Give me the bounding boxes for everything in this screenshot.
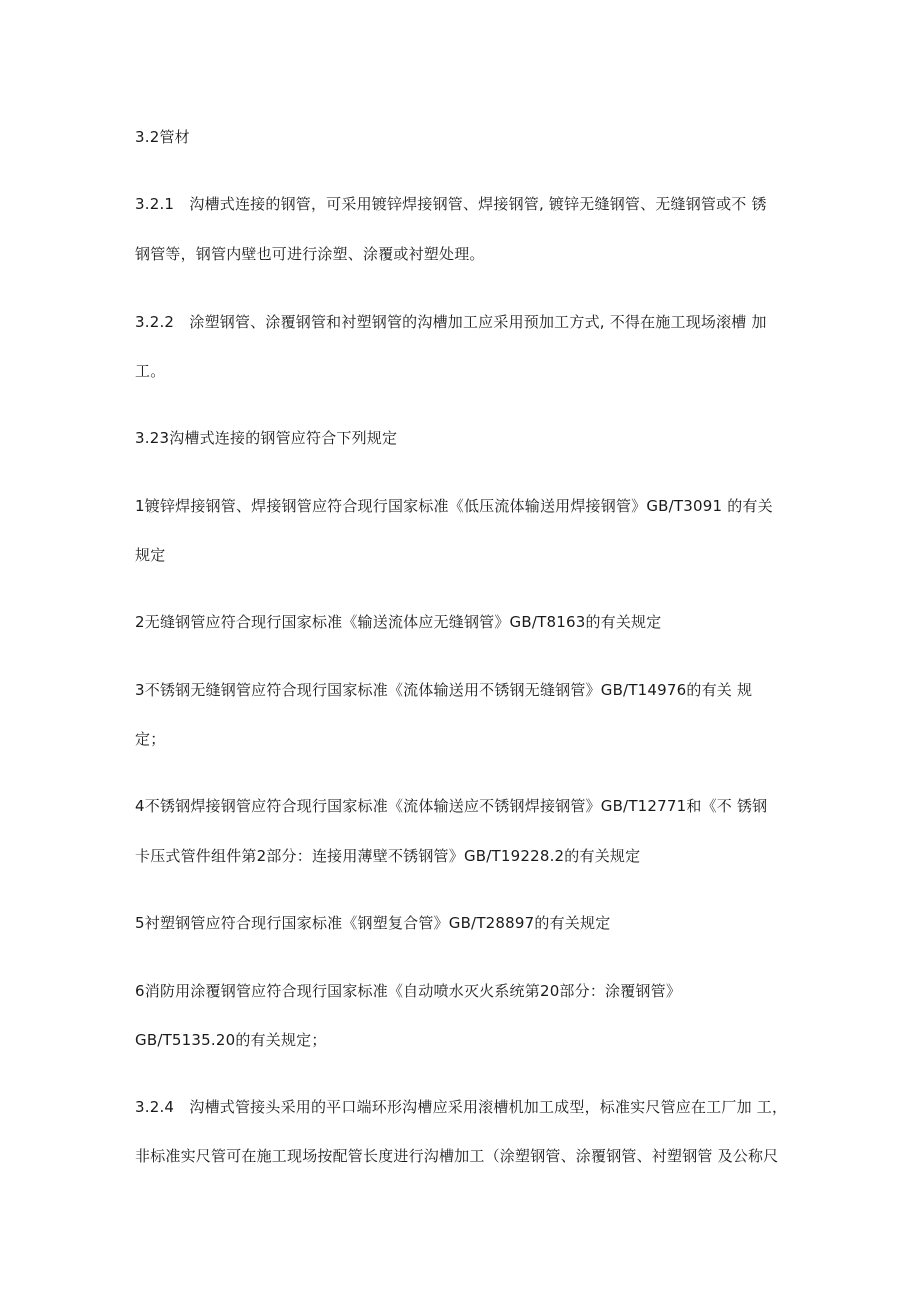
list-item-line: 6消防用涂覆钢管应符合现行国家标准《自动喷水灭火系统第20部分：涂覆钢管》 xyxy=(135,982,682,1000)
list-item-line: 2无缝钢管应符合现行国家标准《输送流体应无缝钢管》GB/T8163的有关规定 xyxy=(135,613,662,631)
list-item-line: 定； xyxy=(135,730,166,748)
list-item-line: 3不锈钢无缝钢管应符合现行国家标准《流体输送用不锈钢无缝钢管》GB/T14976的有关 规 xyxy=(135,681,753,699)
list-item-line: 卡压式管件组件第2部分：连接用薄壁不锈钢管》GB/T19228.2的有关规定 xyxy=(135,847,641,865)
list-item-line: GB/T5135.20的有关规定； xyxy=(135,1031,327,1049)
section-heading: 3.2管材 xyxy=(135,128,190,146)
paragraph-line: 钢管等，钢管内壁也可进行涂塑、涂覆或衬塑处理。 xyxy=(135,245,485,263)
list-item-line: 规定 xyxy=(135,546,166,564)
paragraph-line: 3.2.1 沟槽式连接的钢管，可采用镀锌焊接钢管、焊接钢管, 镀锌无缝钢管、无缝钢管或不 锈 xyxy=(135,195,767,213)
list-item-line: 1镀锌焊接钢管、焊接钢管应符合现行国家标准《低压流体输送用焊接钢管》GB/T3091 的有关 xyxy=(135,497,773,515)
paragraph-line: 3.2.2 涂塑钢管、涂覆钢管和衬塑钢管的沟槽加工应采用预加工方式, 不得在施工现场滚槽 加 xyxy=(135,313,767,331)
paragraph-line: 3.2.4 沟槽式管接头采用的平口端环形沟槽应采用滚槽机加工成型，标准实尺管应在工厂加 工， xyxy=(135,1098,788,1116)
paragraph-line: 3.23沟槽式连接的钢管应符合下列规定 xyxy=(135,429,398,447)
paragraph-line: 非标准实尺管可在施工现场按配管长度进行沟槽加工（涂塑钢管、涂覆钢管、衬塑钢管 及公称尺 xyxy=(135,1147,779,1165)
paragraph-line: 工。 xyxy=(135,362,166,380)
list-item-line: 5衬塑钢管应符合现行国家标准《钢塑复合管》GB/T28897的有关规定 xyxy=(135,914,611,932)
list-item-line: 4不锈钢焊接钢管应符合现行国家标准《流体输送应不锈钢焊接钢管》GB/T12771和《不 锈钢 xyxy=(135,797,768,815)
